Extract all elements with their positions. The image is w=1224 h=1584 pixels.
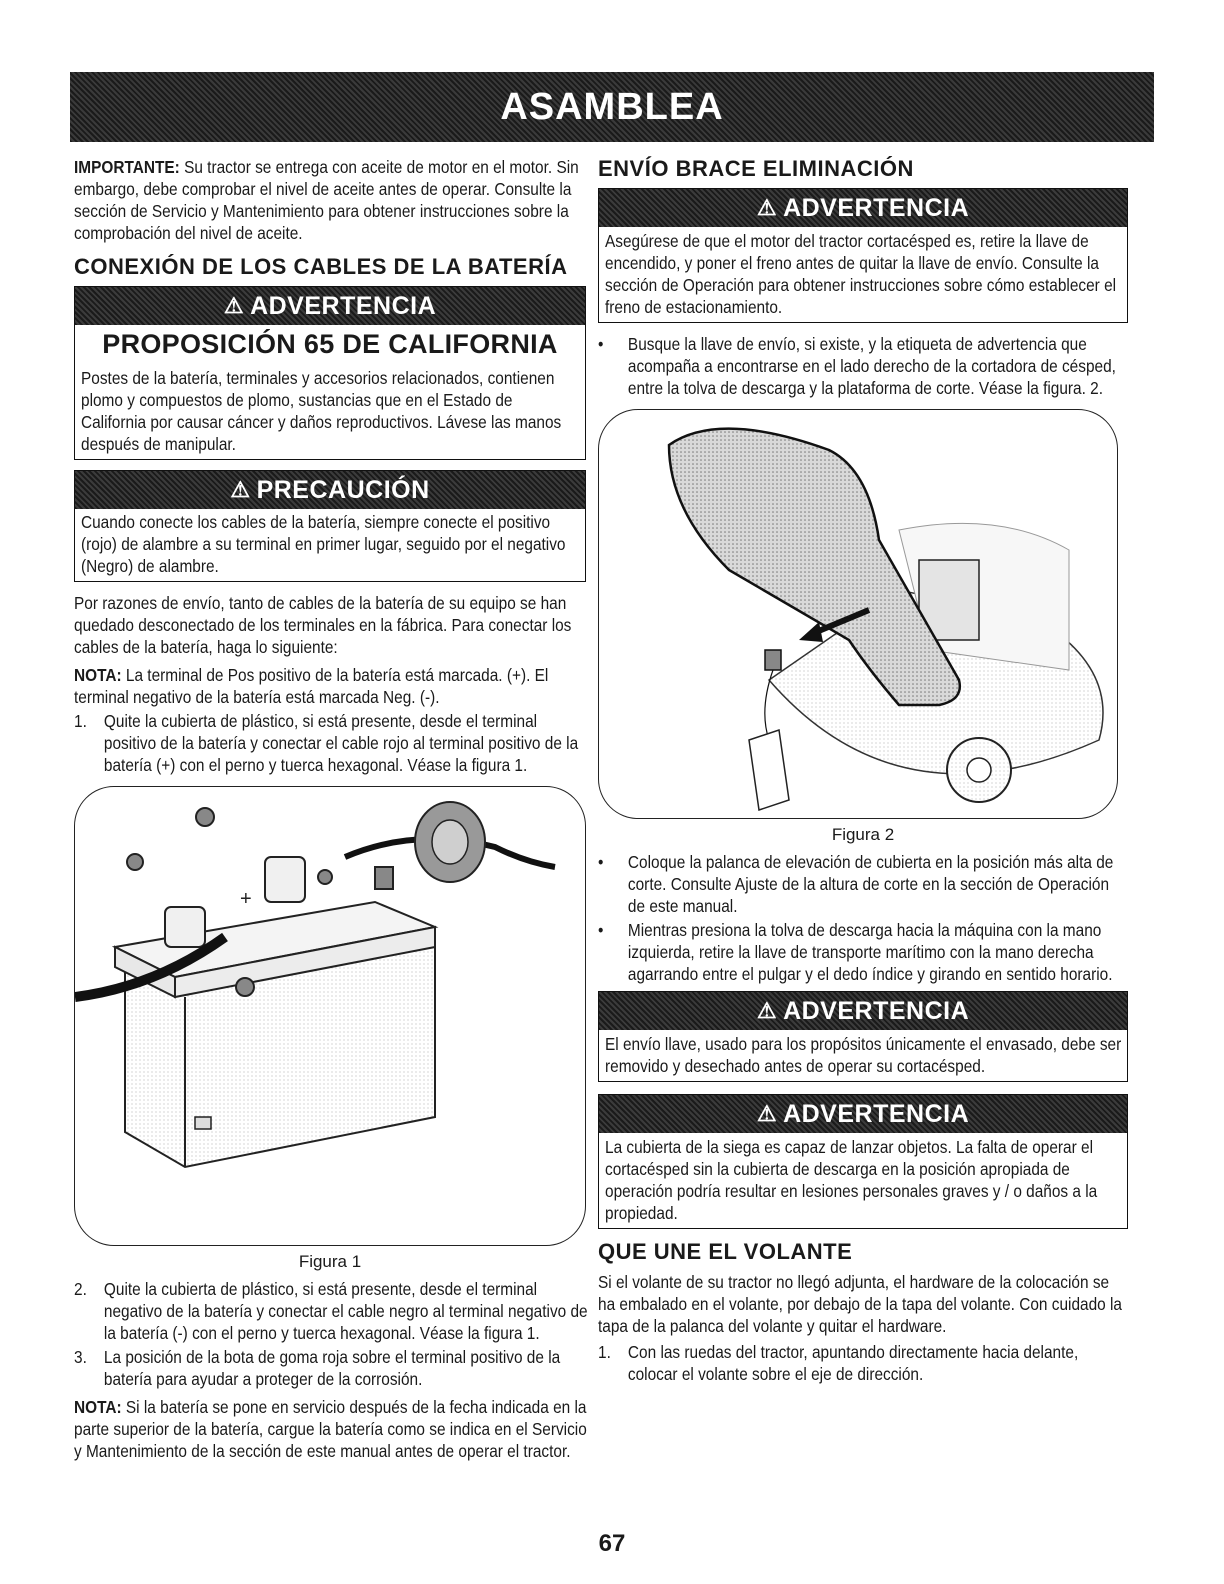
step-text: Con las ruedas del tractor, apuntando directamente hacia delante, colocar el volante sobre el eje de dirección. <box>627 1342 1079 1384</box>
mower-illustration <box>599 410 1118 819</box>
step-number: 2. <box>74 1279 87 1299</box>
warning-header-2 <box>599 992 1127 1030</box>
nota2-label: NOTA: <box>74 1397 122 1417</box>
step-text: La posición de la bota de goma roja sobre el terminal positivo de la batería para ayudar a proteger de la corrosión. <box>103 1347 561 1389</box>
prop65-title: PROPOSICIÓN 65 DE CALIFORNIA <box>102 329 558 359</box>
battery-heading: CONEXIÓN DE LOS CABLES DE LA BATERÍA <box>74 254 568 279</box>
bullet-3 <box>598 919 1130 985</box>
step-1 <box>74 710 588 776</box>
shipping-paragraph: Por razones de envío, tanto de cables de la batería de su equipo se han quedado desconectado de los terminales en la fábrica. Para conectar los cables de la batería, haga lo siguiente: <box>74 593 572 657</box>
nota2-paragraph <box>74 1396 588 1462</box>
bullet-text: Coloque la palanca de elevación de cubierta en la posición más alta de corte. Consulte Ajuste de la altura de corte en la sección de Operación de este manual. <box>627 852 1114 916</box>
step-number: 1. <box>598 1342 611 1362</box>
step-text: Quite la cubierta de plástico, si está presente, desde el terminal negativo de la batería y conectar el cable negro al terminal negativo de la batería (-) con el perno y tuerca hexagonal. Véase la figura 1. <box>103 1279 588 1343</box>
importante-label: IMPORTANTE: <box>74 157 180 177</box>
precaucion-text: Cuando conecte los cables de la batería, siempre conecte el positivo (rojo) de alambre a su terminal en primer lugar, seguido por el negativo (Negro) de alambre. <box>81 512 566 576</box>
warning-triangle-icon: ⚠ <box>223 293 245 318</box>
warning-label: ADVERTENCIA <box>783 1099 970 1128</box>
warning-text-3: La cubierta de la siega es capaz de lanzar objetos. La falta de operar el cortacésped sin la cubierta de descarga en la posición apropiada de operación podría resultar en lesiones personales graves y / o daños a la propiedad. <box>605 1137 1098 1223</box>
warning-triangle-icon: ⚠ <box>756 1101 778 1126</box>
warning-box-3 <box>598 1094 1128 1229</box>
plus-marker: + <box>240 888 252 910</box>
warning-label: ADVERTENCIA <box>783 996 970 1025</box>
left-column <box>74 156 586 1462</box>
bullet-dot: • <box>598 920 604 940</box>
step-number: 1. <box>74 711 87 731</box>
precaucion-box <box>74 470 586 582</box>
step-text: Quite la cubierta de plástico, si está presente, desde el terminal positivo de la batería y conectar el cable rojo al terminal positivo de la batería (+) con el perno y tuerca hexagonal. Véase la figura 1. <box>103 711 579 775</box>
warning-header-label: ADVERTENCIA <box>250 291 437 320</box>
warning-label: ADVERTENCIA <box>783 193 970 222</box>
prop65-warning-box <box>74 286 586 460</box>
volante-paragraph: Si el volante de su tractor no llegó adjunta, el hardware de la colocación se ha embalado en el volante, por debajo de la tapa del volante. Con cuidado la tapa de la palanca del volante y quitar el hardware. <box>598 1272 1122 1336</box>
bullet-dot: • <box>598 334 604 354</box>
section-banner: ASAMBLEA <box>70 72 1154 142</box>
figure-2-caption: Figura 2 <box>831 825 895 844</box>
bullets-a <box>598 333 1128 399</box>
figure-1-caption: Figura 1 <box>298 1252 362 1271</box>
prop65-text: Postes de la batería, terminales y accesorios relacionados, contienen plomo y compuestos de plomo, sustancias que en el Estado de California por causar cáncer y daños reproductivos. Lávese las manos después de manipular. <box>81 368 562 454</box>
figure-2-mower <box>598 409 1118 819</box>
nota1-paragraph <box>74 664 588 708</box>
volante-heading: QUE UNE EL VOLANTE <box>598 1239 853 1264</box>
warning-header-3 <box>599 1095 1127 1133</box>
warning-triangle-icon: ⚠ <box>230 477 251 502</box>
step-number: 3. <box>74 1347 87 1367</box>
battery-illustration <box>75 787 586 1246</box>
steps-list-b <box>74 1278 586 1390</box>
bullet-1 <box>598 333 1130 399</box>
bullet-dot: • <box>598 852 604 872</box>
prop65-warning-header <box>75 287 585 325</box>
warning-text-2: El envío llave, usado para los propósitos únicamente el envasado, debe ser removido y desechado antes de operar su cortacésped. <box>605 1034 1122 1076</box>
bullet-text: Busque la llave de envío, si existe, y la etiqueta de advertencia que acompaña a encontrarse en el lado derecho de la cortadora de césped, entre la tolva de descarga y la plataforma de corte. Véase la figura. 2. <box>627 334 1116 398</box>
precaucion-header <box>75 471 585 509</box>
precaucion-label: PRECAUCIÓN <box>256 475 430 504</box>
step-3 <box>74 1346 588 1390</box>
warning-triangle-icon: ⚠ <box>756 998 778 1023</box>
right-column <box>598 156 1128 1385</box>
warning-box-2 <box>598 991 1128 1082</box>
warning-triangle-icon: ⚠ <box>756 195 778 220</box>
bullets-b <box>598 851 1128 985</box>
bullet-text: Mientras presiona la tolva de descarga hacia la máquina con la mano izquierda, retire la llave de transporte marítimo con la mano derecha agarrando entre el pulgar y el dedo índice y girando en sentido horario. <box>627 920 1113 984</box>
importante-text: Su tractor se entrega con aceite de motor en el motor. Sin embargo, debe comprobar el nivel de aceite antes de operar. Consulte la sección de Servicio y Mantenimiento para obtener instrucciones sobre la comprobación del nivel de aceite. <box>74 157 579 243</box>
volante-step-1 <box>598 1341 1130 1385</box>
step-2 <box>74 1278 588 1344</box>
volante-steps <box>598 1341 1128 1385</box>
nota1-label: NOTA: <box>74 665 122 685</box>
nota1-text: La terminal de Pos positivo de la batería está marcada. (+). El terminal negativo de la batería está marcada Neg. (-). <box>74 665 549 707</box>
importante-paragraph <box>74 156 588 244</box>
warning-header-1 <box>599 189 1127 227</box>
steps-list-a <box>74 710 586 776</box>
figure-1-battery <box>74 786 586 1246</box>
warning-box-1 <box>598 188 1128 323</box>
bullet-2 <box>598 851 1130 917</box>
nota2-text: Si la batería se pone en servicio después de la fecha indicada en la parte superior de la batería, cargue la batería como se indica en el Servicio y Mantenimiento de la sección de este manual antes de operar el tractor. <box>74 1397 587 1461</box>
envio-heading: ENVÍO BRACE ELIMINACIÓN <box>598 156 914 181</box>
page-number: 67 <box>598 1530 626 1557</box>
warning-text-1: Asegúrese de que el motor del tractor cortacésped es, retire la llave de encendido, y poner el freno antes de quitar la llave de envío. Consulte la sección de Operación para obtener instrucciones sobre cómo establecer el freno de estacionamiento. <box>605 231 1117 317</box>
